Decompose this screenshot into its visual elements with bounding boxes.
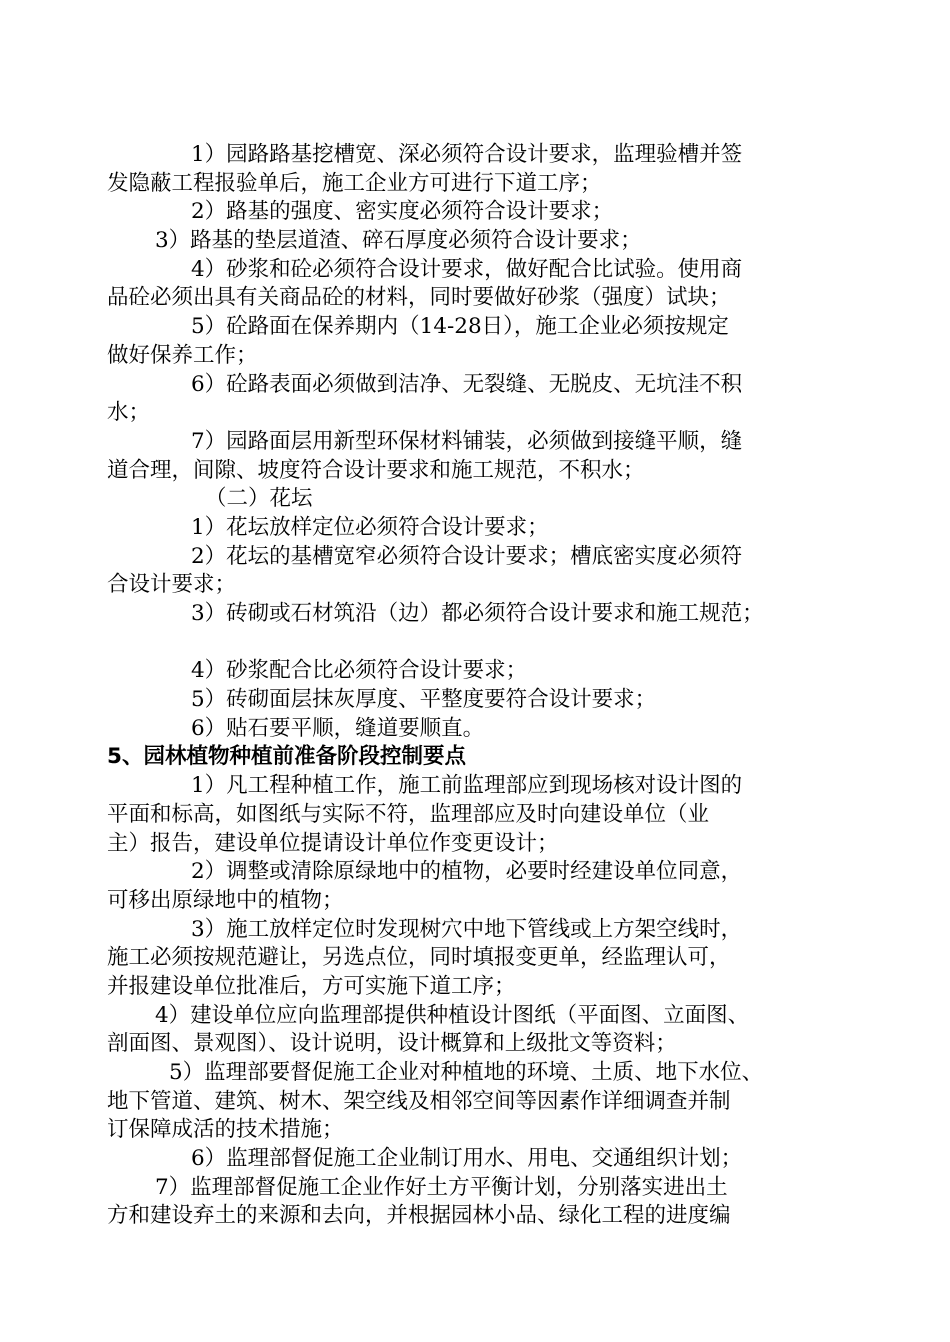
- text-line: 4）砂浆配合比必须符合设计要求；: [191, 658, 528, 684]
- text-line: 发隐蔽工程报验单后，施工企业方可进行下道工序；: [107, 170, 602, 196]
- text-line: 地下管道、建筑、树木、架空线及相邻空间等因素作详细调查并制: [107, 1088, 731, 1114]
- blank-line: [107, 629, 847, 658]
- text-line: 3）施工放样定位时发现树穴中地下管线或上方架空线时，: [191, 916, 743, 942]
- text-line: 道合理，间隙、坡度符合设计要求和施工规范，不积水；: [107, 457, 645, 483]
- text-line: 可移出原绿地中的植物；: [107, 887, 344, 913]
- text-line: 水；: [107, 400, 151, 426]
- text-line: 3）路基的垫层道渣、碎石厚度必须符合设计要求；: [155, 228, 642, 254]
- text-line: 4）建设单位应向监理部提供种植设计图纸（平面图、立面图、: [155, 1002, 750, 1028]
- text-line: 7）园路面层用新型环保材料铺装，必须做到接缝平顺，缝: [191, 428, 743, 454]
- text-line: 1）园路路基挖槽宽、深必须符合设计要求，监理验槽并签: [191, 142, 743, 167]
- text-line: 做好保养工作；: [107, 342, 258, 368]
- text-line: 订保障成活的技术措施；: [107, 1117, 344, 1143]
- text-line: 5）监理部要督促施工企业对种植地的环境、土质、地下水位、: [169, 1060, 764, 1085]
- section-heading: 5、园林植物种植前准备阶段控制要点: [107, 744, 466, 770]
- text-line: 方和建设弃土的来源和去向，并根据园林小品、绿化工程的进度编: [107, 1203, 731, 1229]
- text-line: 剖面图、景观图）、设计说明，设计概算和上级批文等资料；: [107, 1031, 677, 1057]
- section-subheading: （二）花坛: [205, 486, 313, 512]
- text-line: 5）砼路面在保养期内（14-28日），施工企业必须按规定: [191, 314, 729, 340]
- document-body: [107, 141, 847, 1231]
- text-line: 并报建设单位批准后，方可实施下道工序；: [107, 973, 516, 999]
- text-line: 6）监理部督促施工企业制订用水、用电、交通组织计划；: [191, 1146, 743, 1172]
- text-line: 品砼必须出具有关商品砼的材料，同时要做好砂浆（强度）试块；: [107, 285, 731, 311]
- text-line: 1）凡工程种植工作，施工前监理部应到现场核对设计图的: [191, 773, 743, 799]
- text-line: 3）砖砌或石材筑沿（边）都必须符合设计要求和施工规范；: [191, 601, 764, 626]
- text-line: 6）贴石要平顺，缝道要顺直。: [191, 715, 485, 741]
- text-line: 6）砼路表面必须做到洁净、无裂缝、无脱皮、无坑洼不积: [191, 371, 743, 397]
- text-line: 5）砖砌面层抹灰厚度、平整度要符合设计要求；: [191, 687, 657, 713]
- text-line: 2）路基的强度、密实度必须符合设计要求；: [191, 199, 614, 225]
- text-line: 合设计要求；: [107, 572, 237, 598]
- text-line: 1）花坛放样定位必须符合设计要求；: [191, 514, 549, 540]
- text-line: 施工必须按规范避让，另选点位，同时填报变更单，经监理认可，: [107, 945, 731, 971]
- text-line: 2）花坛的基槽宽窄必须符合设计要求；槽底密实度必须符: [191, 543, 743, 569]
- text-line: 主）报告，建设单位提请设计单位作变更设计；: [107, 830, 559, 856]
- text-line: 2）调整或清除原绿地中的植物，必要时经建设单位同意，: [191, 859, 743, 885]
- text-line: 7）监理部督促施工企业作好土方平衡计划，分别落实进出土: [155, 1174, 728, 1200]
- text-line: 平面和标高，如图纸与实际不符，监理部应及时向建设单位（业: [107, 801, 710, 827]
- text-line: 4）砂浆和砼必须符合设计要求，做好配合比试验。使用商: [191, 256, 743, 282]
